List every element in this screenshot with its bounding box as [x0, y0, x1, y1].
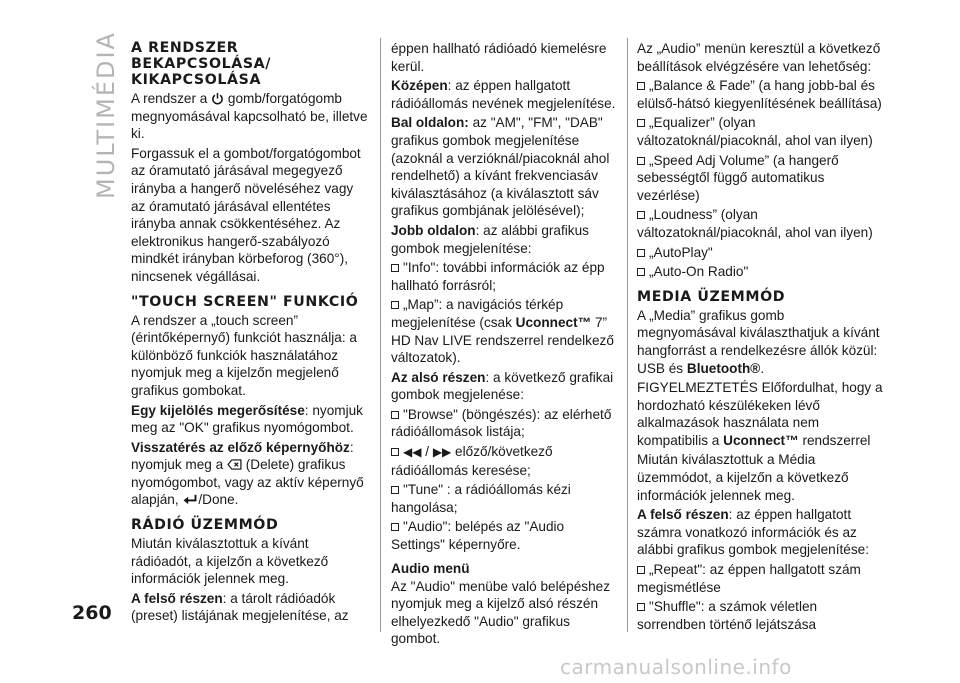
checkbox-bullet-icon	[637, 249, 645, 257]
list-item-tune: "Tune" : a rádióállomás kézi hangolása;	[391, 482, 571, 515]
paragraph-power: A rendszer a gomb/forgatógomb megnyomásával kapcsolható be, illetve ki.	[131, 91, 368, 142]
checkbox-bullet-icon	[637, 566, 645, 574]
checkbox-bullet-icon	[637, 268, 645, 276]
list-item-audio: "Audio": belépés az "Audio Settings" képernyőre.	[391, 519, 565, 553]
paragraph-media: A „Media” grafikus gomb megnyomásával kiválaszthatjuk a kívánt hangforrást a rendelkezésre állók közül: USB és Bluetooth®.	[637, 307, 880, 376]
checkbox-bullet-icon	[391, 523, 399, 531]
checkbox-bullet-icon	[391, 301, 399, 309]
paragraph-left: Bal oldalon: az "AM", "FM", "DAB" grafikus gombok megjelenítése (azoknál a verzióknál/piacoknál ahol rendelhető) a kívánt frekvenciasáv kiválasztásához (a kiválasztott sáv grafikus gombjának jelölésével);	[391, 115, 610, 219]
heading-media-mode: MEDIA ÜZEMMÓD	[637, 288, 786, 305]
list-item-repeat: „Repeat": az éppen hallgatott szám megismétlése	[637, 562, 861, 595]
list-item-equalizer: „Equalizer” (olyan változatoknál/piacoknál, ahol van ilyen)	[637, 115, 873, 148]
column-1	[131, 40, 369, 625]
paragraph-center: Középen: az éppen hallgatott rádióállomás nevének megjelenítése.	[391, 78, 616, 111]
previous-icon: ◀◀	[403, 445, 422, 460]
column-divider-1	[380, 38, 381, 632]
checkbox-bullet-icon	[391, 448, 399, 456]
paragraph-right: Jobb oldalon: az alábbi grafikus gombok megjelenítése:	[391, 222, 589, 256]
checkbox-bullet-icon	[391, 264, 399, 272]
paragraph-warning: FIGYELMEZTETÉS Előfordulhat, hogy a hordozható készülékeken lévő alkalmazások használata nem kompatibilis a Uconnect™ rendszerrel	[637, 380, 883, 448]
next-icon: ▶▶	[432, 445, 452, 460]
paragraph-audio-menu: Az "Audio" menübe való belépéshez nyomjuk meg a kijelző alsó részén elhelyezkedő "Audio" grafikus gombot.	[391, 578, 610, 647]
list-item-shuffle: "Shuffle": a számok véletlen sorrendben történő lejátszása	[637, 599, 818, 632]
checkbox-bullet-icon	[391, 486, 399, 494]
heading-power: A RENDSZER BEKAPCSOLÁSA/ KIKAPCSOLÁSA	[131, 40, 272, 88]
list-item-seek: ◀◀ / ▶▶ előző/következő rádióállomás keresése;	[391, 444, 553, 478]
page-number: 260	[72, 602, 112, 624]
paragraph-media-top: A felső részen: az éppen hallgatott számra vonatkozó információk és az alábbi grafikus gombok megjelenítése:	[637, 507, 869, 558]
list-item-balance: „Balance & Fade” (a hang jobb-bal és elülső-hátsó kiegyenlítésének beállítása)	[637, 78, 882, 111]
paragraph-touch: A rendszer a „touch screen” (érintőképernyő) funkciót használja: a különböző funkciók használatához nyomjuk meg a kijelzőn megjelenő grafikus gombokat.	[131, 312, 357, 398]
section-label: MULTIMÉDIA	[92, 31, 120, 199]
return-arrow-icon	[182, 492, 198, 507]
heading-touch-screen: "TOUCH SCREEN" FUNKCIÓ	[131, 293, 359, 310]
paragraph-back: Visszatérés az előző képernyőhöz: nyomjuk meg a (Delete) grafikus nyomógombot, vagy az aktív képernyő alapján, /Done.	[131, 439, 364, 508]
paragraph-bottom: Az alsó részen: a következő grafikai gombok megjelenése:	[391, 369, 614, 403]
paragraph-media-info: Miután kiválasztottuk a Média üzemmódot, a kijelzőn a következő információk jelennek meg.	[637, 452, 849, 503]
checkbox-bullet-icon	[637, 157, 645, 165]
paragraph-top-part: A felső részen: a tárolt rádióadók (preset) listájának megjelenítése, az	[131, 590, 349, 624]
column-divider-2	[627, 38, 628, 632]
list-item-info: "Info": további információk az épp hallható forrásról;	[391, 260, 605, 293]
paragraph-radio: Miután kiválasztottuk a kívánt rádióadót, a kijelzőn a következő információk jelennek meg.	[131, 536, 329, 587]
paragraph-audio-settings: Az „Audio” menün keresztül a következő beállítások elvégzésére van lehetőség:	[637, 41, 881, 74]
power-icon	[211, 91, 224, 106]
delete-icon	[227, 457, 242, 472]
checkbox-bullet-icon	[637, 82, 645, 90]
paragraph-confirm: Egy kijelölés megerősítése: nyomjuk meg az "OK" grafikus nyomógombot.	[131, 402, 363, 436]
checkbox-bullet-icon	[391, 411, 399, 419]
watermark: carmanualsonline.info	[560, 655, 792, 679]
checkbox-bullet-icon	[637, 119, 645, 127]
list-item-autoplay: „AutoPlay"	[637, 244, 883, 262]
checkbox-bullet-icon	[637, 211, 645, 219]
paragraph-highlight: éppen hallható rádióadó kiemelésre kerül.	[391, 41, 607, 74]
list-item-auto-on-radio: „Auto-On Radio"	[637, 263, 883, 281]
column-3	[637, 40, 883, 633]
list-item-speed-volume: „Speed Adj Volume” (a hangerő sebességtől függő automatikus vezérlése)	[637, 152, 839, 203]
column-2	[391, 40, 617, 648]
paragraph-volume: Forgassuk el a gombot/forgatógombot az óramutató járásával megegyező irányba a hangerő növeléséhez vagy az óramutató járásával ellentétes irányba annak csökkentéséhez. Az elektronikus hangerő-szabályozó mindkét irányban körbeforog (360°), nincsenek végállásai.	[131, 145, 361, 284]
checkbox-bullet-icon	[637, 603, 645, 611]
list-item-map: „Map”: a navigációs térkép megjelenítése (csak Uconnect™ 7” HD Nav LIVE rendszerrel rendelkező változatok).	[391, 297, 614, 366]
heading-audio-menu: Audio menü	[391, 560, 470, 576]
list-item-browse: "Browse" (böngészés): az elérhető rádióállomások listája;	[391, 406, 612, 440]
heading-radio-mode: RÁDIÓ ÜZEMMÓD	[131, 517, 279, 534]
list-item-loudness: „Loudness” (olyan változatoknál/piacoknál, ahol van ilyen)	[637, 207, 873, 240]
